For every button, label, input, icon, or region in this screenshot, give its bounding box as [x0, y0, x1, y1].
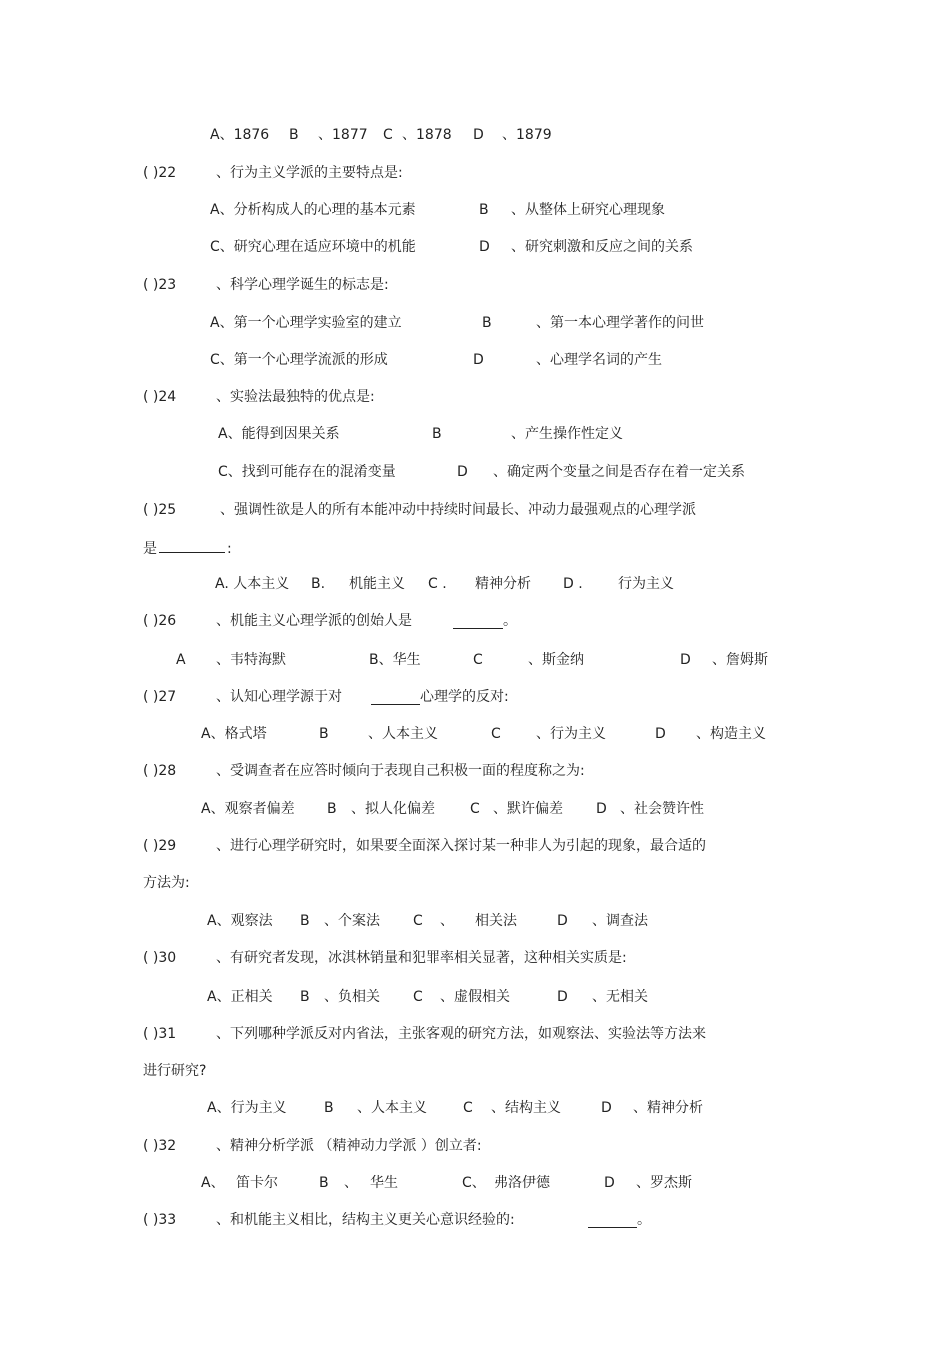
q28-option-c-letter: C	[470, 801, 480, 817]
q27-option-c-letter: C	[491, 726, 501, 742]
q25-stem-colon: :	[227, 541, 232, 557]
q24-option-c: C、找到可能存在的混淆变量	[218, 464, 396, 480]
q32-option-c: 弗洛伊德	[494, 1175, 550, 1191]
q22-option-c: C、研究心理在适应环境中的机能	[210, 239, 416, 255]
q32-option-d: 、罗杰斯	[636, 1175, 692, 1191]
q21-option-c: 、1878	[402, 127, 452, 143]
q31-option-a: A、行为主义	[207, 1100, 287, 1116]
q30-option-c: 、虚假相关	[440, 989, 510, 1005]
q22-option-d-letter: D	[479, 239, 490, 255]
q25-option-a: A. 人本主义	[215, 576, 290, 592]
q25-option-d: 行为主义	[618, 576, 674, 592]
q29-number: ( )29	[143, 838, 177, 854]
q23-option-d: 、心理学名词的产生	[536, 352, 662, 368]
q21-option-b-letter: B	[289, 127, 299, 143]
q26-option-a-letter: A	[176, 652, 186, 668]
q27-stem: 、认知心理学源于对	[216, 689, 342, 705]
q28-number: ( )28	[143, 763, 177, 779]
q31-option-d: 、精神分析	[633, 1100, 703, 1116]
q24-option-a: A、能得到因果关系	[218, 426, 340, 442]
q30-option-a: A、正相关	[207, 989, 273, 1005]
q25-option-b-letter: B.	[311, 576, 326, 592]
q32-option-a: 笛卡尔	[236, 1175, 278, 1191]
q28-stem: 、受调查者在应答时倾向于表现自己积极一面的程度称之为:	[216, 763, 585, 779]
q25-stem-continued	[143, 538, 232, 558]
q22-option-b-letter: B	[479, 202, 489, 218]
q27-number: ( )27	[143, 689, 177, 705]
q25-answer-blank[interactable]	[159, 538, 225, 553]
q21-option-d-letter: D	[473, 127, 484, 143]
q32-option-a-letter: A、	[201, 1175, 225, 1191]
q21-option-a: A、1876	[210, 127, 270, 143]
q23-option-b: 、第一本心理学著作的问世	[536, 315, 704, 331]
q27-stem-end: 心理学的反对:	[420, 689, 509, 705]
q24-number: ( )24	[143, 389, 177, 405]
q28-option-c: 、默许偏差	[493, 801, 563, 817]
q32-option-b-separator: 、	[344, 1175, 358, 1191]
q26-option-a: 、韦特海默	[216, 652, 286, 668]
q30-option-b-letter: B	[300, 989, 310, 1005]
q31-option-c-letter: C	[463, 1100, 473, 1116]
q26-stem: 、机能主义心理学派的创始人是	[216, 613, 412, 629]
q25-option-d-letter: D .	[563, 576, 583, 592]
q33-number: ( )33	[143, 1212, 177, 1228]
q32-option-c-letter: C、	[462, 1175, 486, 1191]
q32-option-b-letter: B	[319, 1175, 329, 1191]
q23-option-b-letter: B	[482, 315, 492, 331]
q31-option-b: 、人本主义	[357, 1100, 427, 1116]
q26-option-d-letter: D	[680, 652, 691, 668]
q22-stem: 、行为主义学派的主要特点是:	[216, 165, 403, 181]
q26-option-c: 、斯金纳	[528, 652, 584, 668]
q25-stem: 、强调性欲是人的所有本能冲动中持续时间最长、冲动力最强观点的心理学派	[220, 502, 696, 518]
q26-number: ( )26	[143, 613, 177, 629]
q32-option-b: 华生	[370, 1175, 398, 1191]
q33-stem-end: 。	[637, 1212, 651, 1228]
q30-number: ( )30	[143, 950, 177, 966]
q28-option-a: A、观察者偏差	[201, 801, 295, 817]
q27-option-b: 、人本主义	[368, 726, 438, 742]
q25-option-c-letter: C .	[428, 576, 447, 592]
q29-option-d-letter: D	[557, 913, 568, 929]
q22-option-a: A、分析构成人的心理的基本元素	[210, 202, 416, 218]
q28-option-b-letter: B	[327, 801, 337, 817]
q31-option-d-letter: D	[601, 1100, 612, 1116]
q29-option-b-letter: B	[300, 913, 310, 929]
q31-number: ( )31	[143, 1026, 177, 1042]
q29-option-a: A、观察法	[207, 913, 273, 929]
q30-option-b: 、负相关	[324, 989, 380, 1005]
q24-option-b-letter: B	[432, 426, 442, 442]
q30-option-d: 、无相关	[592, 989, 648, 1005]
q24-option-b: 、产生操作性定义	[511, 426, 623, 442]
q22-option-b: 、从整体上研究心理现象	[511, 202, 665, 218]
q30-stem: 、有研究者发现，冰淇林销量和犯罪率相关显著，这种相关实质是:	[216, 950, 627, 966]
q31-stem-continued: 进行研究?	[143, 1063, 207, 1079]
q23-stem: 、科学心理学诞生的标志是:	[216, 277, 389, 293]
q27-option-d: 、构造主义	[696, 726, 766, 742]
q26-stem-end: 。	[503, 613, 517, 629]
q29-option-b: 、个案法	[324, 913, 380, 929]
q21-option-c-letter: C	[383, 127, 393, 143]
q27-answer-blank[interactable]	[371, 690, 420, 705]
q31-option-b-letter: B	[324, 1100, 334, 1116]
q29-option-c-letter: C	[413, 913, 423, 929]
q21-option-b: 、1877	[318, 127, 368, 143]
q23-option-a: A、第一个心理学实验室的建立	[210, 315, 402, 331]
q33-stem: 、和机能主义相比，结构主义更关心意识经验的:	[216, 1212, 515, 1228]
q28-option-d-letter: D	[596, 801, 607, 817]
q26-answer-blank[interactable]	[453, 614, 503, 629]
q21-option-d: 、1879	[502, 127, 552, 143]
q27-option-b-letter: B	[319, 726, 329, 742]
q32-number: ( )32	[143, 1138, 177, 1154]
q28-option-b: 、拟人化偏差	[351, 801, 435, 817]
q23-option-d-letter: D	[473, 352, 484, 368]
q29-option-c: 相关法	[475, 913, 517, 929]
q31-option-c: 、结构主义	[491, 1100, 561, 1116]
q26-option-c-letter: C	[473, 652, 483, 668]
q31-stem: 、下列哪种学派反对内省法，主张客观的研究方法，如观察法、实验法等方法来	[216, 1026, 706, 1042]
q33-answer-blank[interactable]	[588, 1213, 637, 1228]
q26-option-b: B、华生	[369, 652, 421, 668]
q27-option-d-letter: D	[655, 726, 666, 742]
q24-option-d-letter: D	[457, 464, 468, 480]
q25-option-b: 机能主义	[349, 576, 405, 592]
q27-option-a: A、格式塔	[201, 726, 267, 742]
q32-stem: 、精神分析学派 （精神动力学派 ）创立者:	[216, 1138, 482, 1154]
q29-option-c-separator: 、	[440, 913, 454, 929]
q30-option-c-letter: C	[413, 989, 423, 1005]
q27-option-c: 、行为主义	[536, 726, 606, 742]
q28-option-d: 、社会赞许性	[620, 801, 704, 817]
q24-option-d: 、确定两个变量之间是否存在着一定关系	[493, 464, 745, 480]
q30-option-d-letter: D	[557, 989, 568, 1005]
q32-option-d-letter: D	[604, 1175, 615, 1191]
q29-stem: 、进行心理学研究时，如果要全面深入探讨某一种非人为引起的现象，最合适的	[216, 838, 706, 854]
q25-stem-tail: 是	[143, 541, 157, 557]
q25-option-c: 精神分析	[475, 576, 531, 592]
q22-number: ( )22	[143, 165, 177, 181]
q24-stem: 、实验法最独特的优点是:	[216, 389, 375, 405]
q23-number: ( )23	[143, 277, 177, 293]
q25-number: ( )25	[143, 502, 177, 518]
q29-option-d: 、调查法	[592, 913, 648, 929]
q29-stem-continued: 方法为:	[143, 875, 190, 891]
q23-option-c: C、第一个心理学流派的形成	[210, 352, 388, 368]
q22-option-d: 、研究刺激和反应之间的关系	[511, 239, 693, 255]
q26-option-d: 、詹姆斯	[712, 652, 768, 668]
